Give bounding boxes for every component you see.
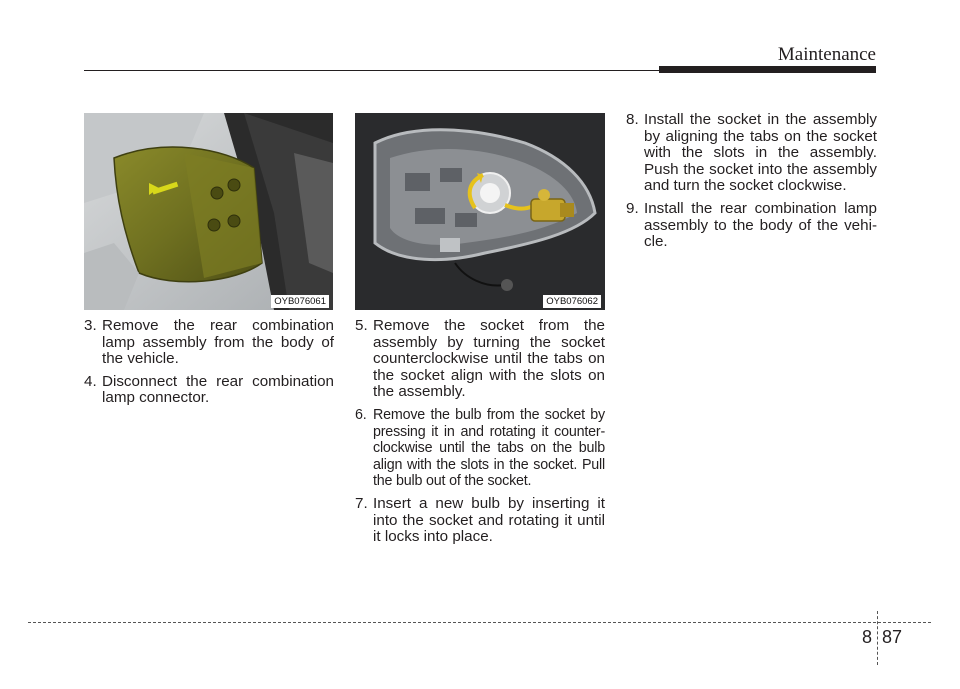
- step-item: 9. Install the rear combination lamp assembly to the body of the vehi-cle.: [626, 199, 877, 251]
- header-rule: [84, 70, 676, 71]
- column-middle: [355, 318, 605, 552]
- step-item: 4. Disconnect the rear combination lamp connector.: [84, 372, 334, 407]
- figure-caption: OYB076062: [543, 295, 601, 308]
- column-right: [626, 112, 877, 257]
- footer-rule: [28, 622, 931, 623]
- step-item: 5. Remove the socket from the assembly by turning the socket counterclockwise until the tabs on the socket align with the slots on the assembly.: [355, 317, 605, 401]
- chapter-number: 8: [861, 627, 872, 647]
- column-left: [84, 318, 334, 413]
- footer-divider: [877, 611, 878, 665]
- step-item: 8. Install the socket in the assembly by aligning the tabs on the socket with the slots in the assembly. Push the socket into the assembly and turn the socket clockwise.: [626, 111, 877, 195]
- lamp-assembly-illustration: [84, 113, 333, 310]
- step-item: 6. Remove the bulb from the socket by pressing it in and rotating it counter-clockwise until the tabs on the bulb align with the slots in the socket. Pull the bulb out of the socket.: [355, 406, 605, 490]
- lamp-socket-illustration: [355, 113, 605, 310]
- page-number: 87: [882, 627, 903, 647]
- figure-caption: OYB076061: [271, 295, 329, 308]
- figure-lamp-socket: [355, 113, 605, 310]
- step-item: 3. Remove the rear combination lamp assembly from the body of the vehicle.: [84, 317, 334, 368]
- figure-lamp-assembly: [84, 113, 333, 310]
- header-rule-bar: [659, 66, 876, 73]
- step-item: 7. Insert a new bulb by inserting it into the socket and rotating it until it locks into place.: [355, 494, 605, 546]
- page-header-title: Maintenance: [777, 44, 876, 65]
